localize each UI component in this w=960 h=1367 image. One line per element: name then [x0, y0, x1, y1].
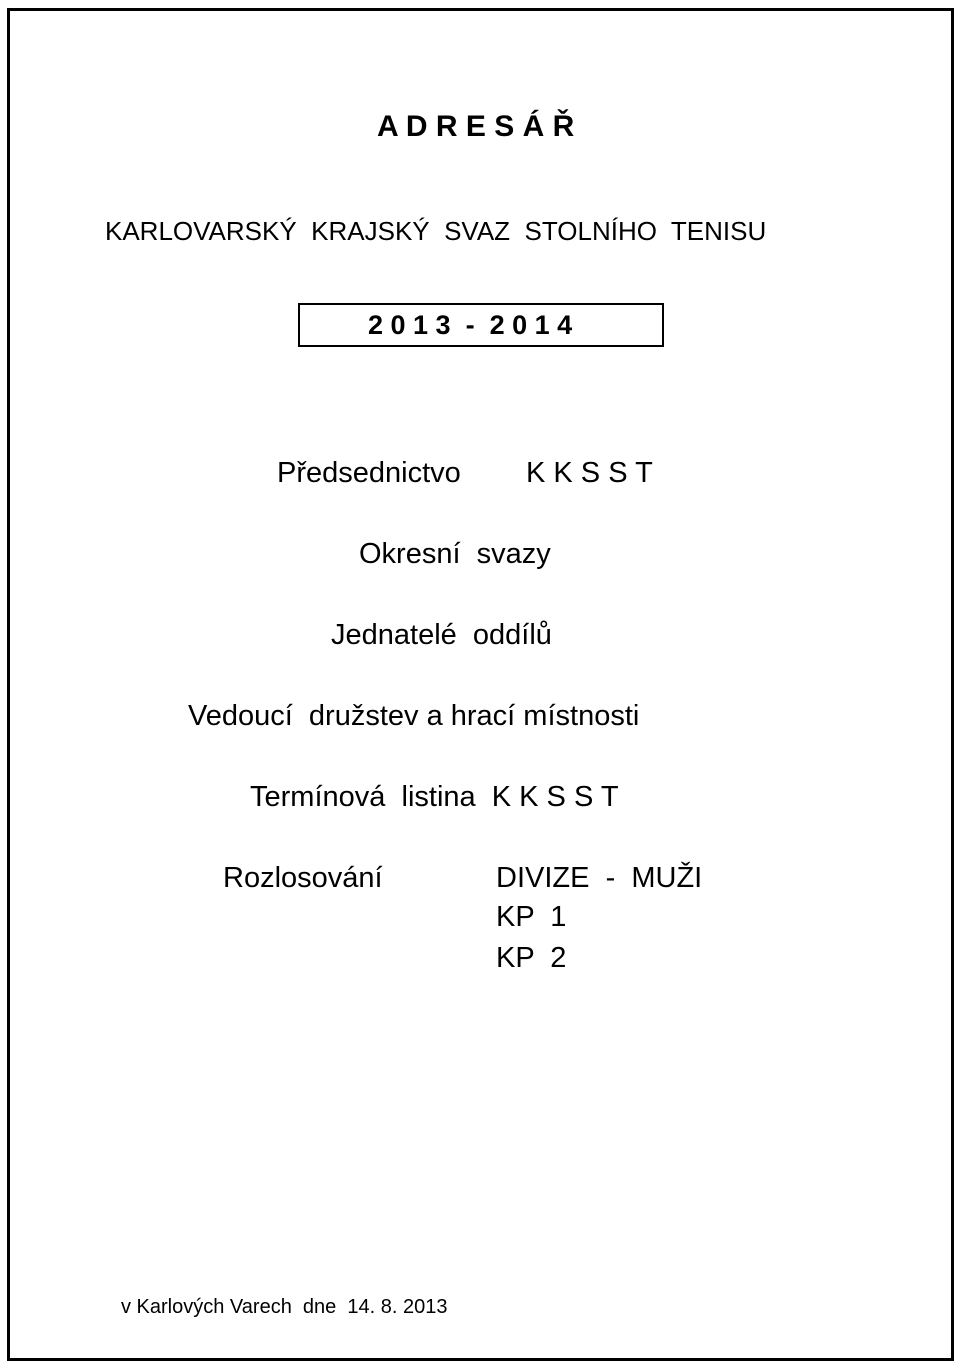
- page-border: [7, 8, 954, 1361]
- contents-schedule: Termínová listina K K S S T: [250, 781, 619, 813]
- footer-place-date: v Karlových Varech dne 14. 8. 2013: [121, 1296, 448, 1318]
- contents-draw-label: Rozlosování: [223, 862, 383, 894]
- contents-presidium-org: K K S S T: [526, 457, 653, 489]
- division-item: KP 2: [496, 942, 567, 974]
- document-title: A D R E S Á Ř: [377, 110, 575, 143]
- contents-team-leaders: Vedoucí družstev a hrací místnosti: [188, 700, 640, 732]
- division-item: KP 1: [496, 901, 567, 933]
- organization-name: KARLOVARSKÝ KRAJSKÝ SVAZ STOLNÍHO TENISU: [105, 216, 767, 246]
- contents-district-unions: Okresní svazy: [359, 538, 551, 570]
- division-item: DIVIZE - MUŽI: [496, 862, 703, 894]
- season-years: 2 0 1 3 - 2 0 1 4: [368, 310, 573, 340]
- contents-club-managers: Jednatelé oddílů: [331, 619, 552, 651]
- contents-presidium-label: Předsednictvo: [277, 457, 461, 489]
